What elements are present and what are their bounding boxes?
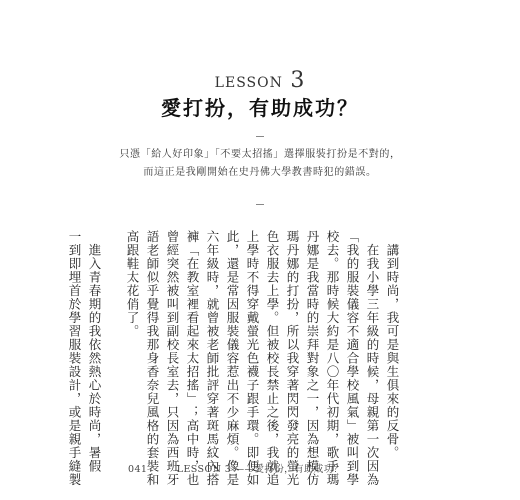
divider-top xyxy=(256,136,264,137)
body-column: 語老師似乎覺得我那身香奈兒風格的套裝和 xyxy=(145,230,160,487)
body-text xyxy=(67,230,400,487)
epigraph-line-2: 而這正是我剛開始在史丹佛大學教書時犯的錯誤。 xyxy=(143,167,377,178)
body-column: 瑪丹娜的打扮，所以我穿著閃閃發亮的螢光 xyxy=(285,230,300,487)
body-column: 在我小學三年級的時候，母親第一次因為 xyxy=(365,230,380,487)
epigraph-line-1: 只憑「給人好印象」「不要太招搖」選擇服裝打扮是不對的， xyxy=(119,149,401,160)
body-column: 校去。那時候大約是八〇年代初期，歌手瑪 xyxy=(325,230,340,487)
lesson-number: 3 xyxy=(290,68,306,93)
body-column: 進入青春期的我依然熱心於時尚，暑假 xyxy=(87,230,102,473)
body-column: 上學時不得穿戴螢光色襪子跟手環。即便如 xyxy=(245,230,260,487)
divider-bottom xyxy=(256,204,264,205)
body-column: 此，還是常因服裝儀容惹出不少麻煩。像是 xyxy=(225,230,240,487)
body-column: 一到即埋首於學習服裝設計，或是親手縫製 xyxy=(67,230,82,487)
body-column: 「我的服裝儀容不適合學校風氣」被叫到學 xyxy=(345,230,360,487)
body-column: 丹娜是我當時的崇拜對象之一，因為想模仿 xyxy=(305,230,320,487)
body-column: 褲「在教室裡看起來太招搖」；高中時，也 xyxy=(185,230,200,487)
body-column: 色衣服去上學。但被校長禁止之後，我就追 xyxy=(265,230,280,487)
body-column: 講到時尚，我可是與生俱來的反骨。 xyxy=(385,230,400,460)
page-footer xyxy=(128,461,344,475)
body-column: 曾經突然被叫到副校長室去，只因為西班牙 xyxy=(165,230,180,487)
lesson-heading xyxy=(0,68,520,93)
body-column: 六年級時，就曾被老師批評穿著斑馬紋內搭 xyxy=(205,230,220,487)
running-head: LESSON 3 ——愛打扮，有助成功？ xyxy=(176,464,344,475)
page-number: 041 xyxy=(128,464,148,475)
epigraph xyxy=(0,146,520,182)
chapter-title: 愛打扮，有助成功？ xyxy=(161,96,359,120)
body-column: 高跟鞋太花俏了。 xyxy=(125,230,140,338)
lesson-label: LESSON xyxy=(214,75,283,91)
